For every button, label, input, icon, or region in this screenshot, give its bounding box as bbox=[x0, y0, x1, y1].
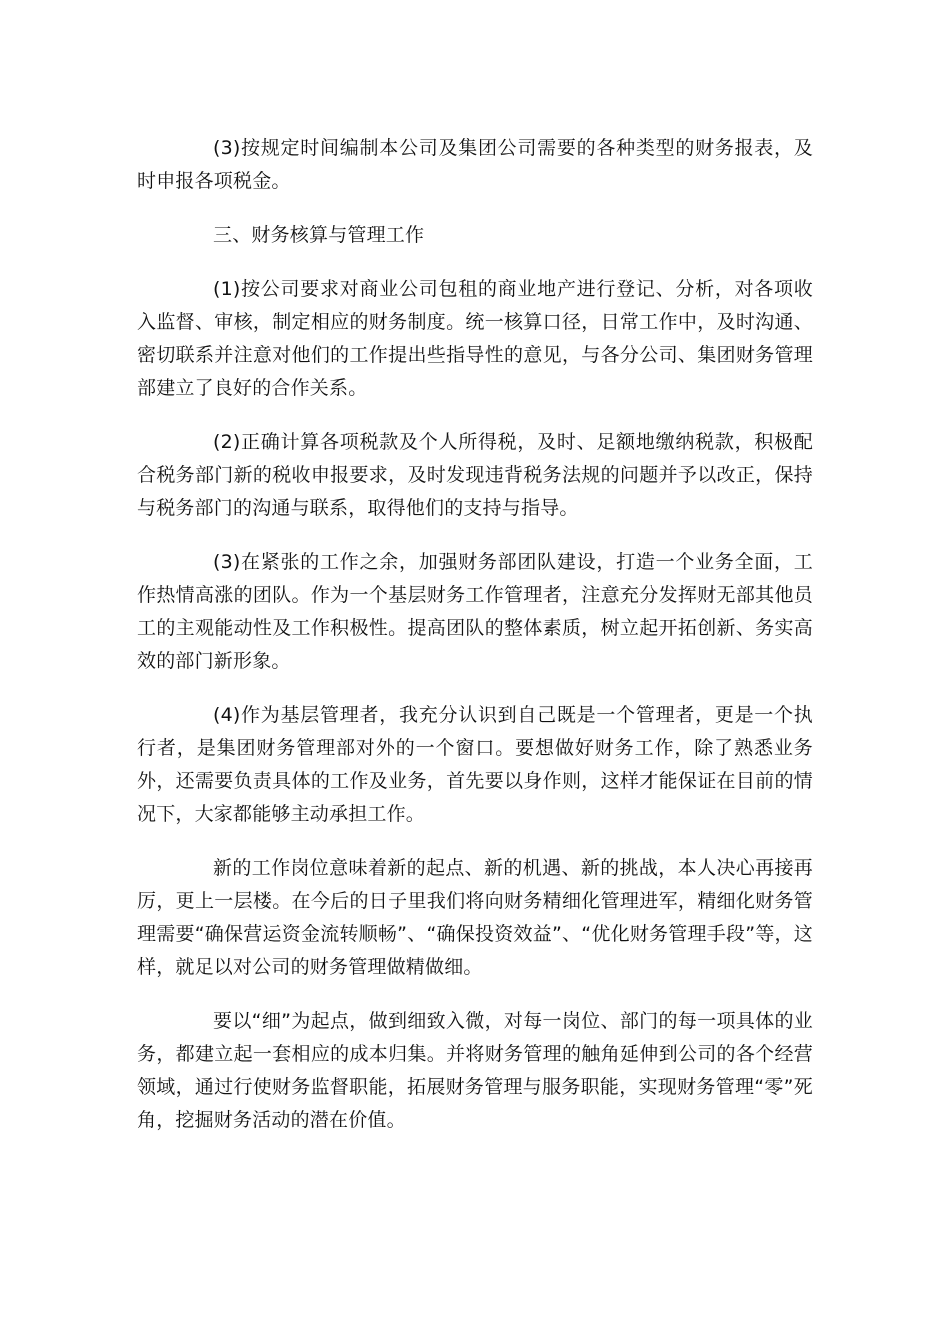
paragraph-new-position: 新的工作岗位意味着新的起点、新的机遇、新的挑战，本人决心再接再厉，更上一层楼。在今后的日子里我们将向财务精细化管理进军，精细化财务管理需要“确保营运资金流转顺畅”、“确保投资效益”、“优化财务管理手段”等，这样，就足以对公司的财务管理做精做细。 bbox=[137, 857, 813, 978]
paragraph-detail-management: 要以“细”为起点，做到细致入微，对每一岗位、部门的每一项具体的业务，都建立起一套相应的成本归集。并将财务管理的触角延伸到公司的各个经营领域，通过行使财务监督职能，拓展财务管理与服务职能，实现财务管理“零”死角，挖掘财务活动的潜在价值。 bbox=[137, 1010, 813, 1131]
paragraph-item-1-commercial: (1)按公司要求对商业公司包租的商业地产进行登记、分析，对各项收入监督、审核，制定相应的财务制度。统一核算口径，日常工作中，及时沟通、密切联系并注意对他们的工作提出些指导性的意见，与各分公司、集团财务管理部建立了良好的合作关系。 bbox=[137, 278, 813, 399]
paragraph-item-2-tax: (2)正确计算各项税款及个人所得税，及时、足额地缴纳税款，积极配合税务部门新的税收申报要求，及时发现违背税务法规的问题并予以改正，保持与税务部门的沟通与联系，取得他们的支持与指导。 bbox=[137, 431, 813, 519]
paragraph-item-3-reports: (3)按规定时间编制本公司及集团公司需要的各种类型的财务报表，及时申报各项税金。 bbox=[137, 137, 813, 192]
document-body bbox=[137, 132, 813, 1158]
section-heading-accounting: 三、财务核算与管理工作 bbox=[213, 224, 425, 246]
paragraph-item-3-team: (3)在紧张的工作之余，加强财务部团队建设，打造一个业务全面，工作热情高涨的团队。作为一个基层财务工作管理者，注意充分发挥财无部其他员工的主观能动性及工作积极性。提高团队的整体素质，树立起开拓创新、务实高效的部门新形象。 bbox=[137, 551, 813, 672]
paragraph-item-4-manager: (4)作为基层管理者，我充分认识到自己既是一个管理者，更是一个执行者，是集团财务管理部对外的一个窗口。要想做好财务工作，除了熟悉业务外，还需要负责具体的工作及业务，首先要以身作则，这样才能保证在目前的情况下，大家都能够主动承担工作。 bbox=[137, 704, 813, 825]
